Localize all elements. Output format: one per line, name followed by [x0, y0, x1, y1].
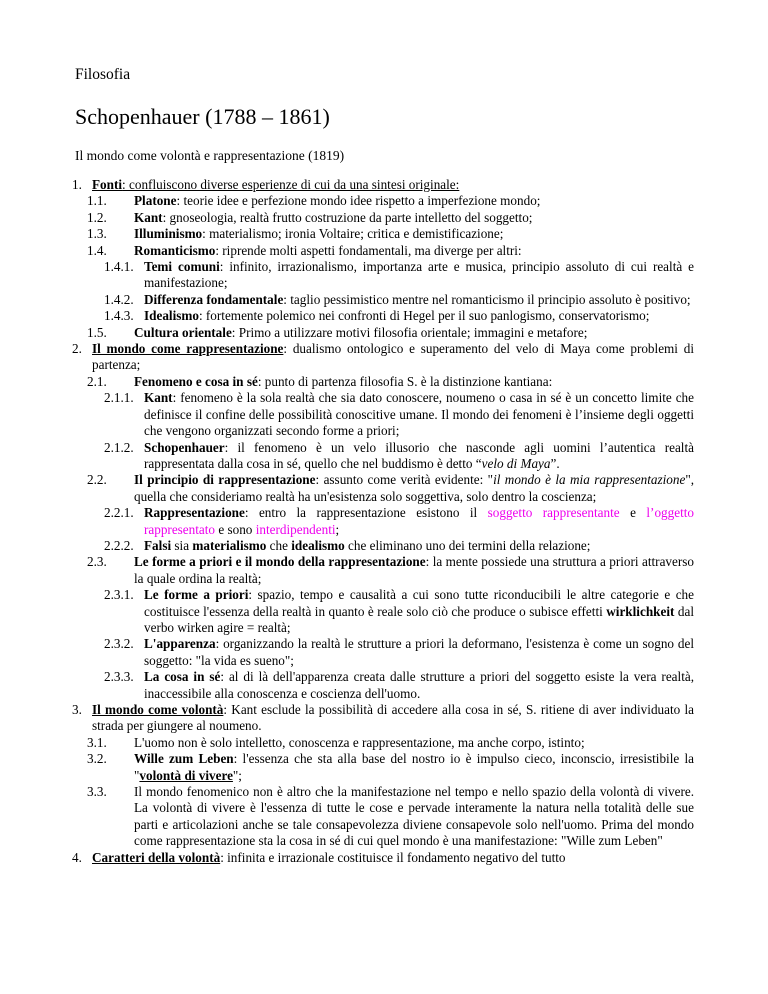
- work-subtitle: Il mondo come volontà e rappresentazione (1819): [75, 148, 345, 163]
- item-number: 1.2.: [87, 209, 107, 225]
- bold-term: Temi comuni: [144, 259, 220, 275]
- item-text: velo di Maya: [481, 455, 551, 471]
- item-text: : al di là dell'apparenza creata dalle strutture a priori del soggetto esiste la vera realtà, inaccessibile alla conoscenza e coscienza dell'uomo.: [144, 669, 695, 701]
- highlighted-text: interdipendenti: [255, 521, 336, 537]
- outline-item-2-3-2: [0, 636, 694, 669]
- outline-item-1-4-1: [0, 259, 694, 292]
- bold-term: L'apparenza: [144, 636, 216, 652]
- highlighted-text: l’oggetto rappresentato: [144, 505, 695, 537]
- item-text: : il fenomeno è un velo illusorio che nasconde agli uomini l’autentica realtà rappresentata dalla cosa in sé, quello che nel buddismo è detto “: [144, 439, 694, 471]
- item-text: : materialismo; ironia Voltaire; critica e demistificazione;: [202, 226, 504, 242]
- outline-item-1-4: [0, 243, 694, 259]
- item-number: 2.3.2.: [104, 636, 134, 652]
- bold-term: Wille zum Leben: [134, 751, 234, 767]
- bold-term: idealismo: [291, 537, 345, 553]
- item-number: 1.4.: [87, 242, 107, 258]
- bold-term: Le forme a priori: [144, 587, 249, 603]
- bold-term: Kant: [134, 209, 163, 225]
- item-text: : la mente possiede una struttura a priori attraverso la quale ordina la realtà;: [134, 554, 694, 586]
- item-text: : gnoseologia, realtà frutto costruzione da parte intelletto del soggetto;: [162, 209, 533, 225]
- item-text: : spazio, tempo e causalità a cui sono tutte riconducibili le altre categorie e che costituisce l'essenza della realtà in quanto è reale solo ciò che produce o subisce effetti: [144, 587, 695, 619]
- bold-term: Romanticismo: [134, 242, 216, 258]
- outline-item-3-3: [0, 784, 694, 850]
- item-text: : punto di partenza filosofia S. è la distinzione kantiana:: [257, 373, 553, 389]
- outline-item-1-2: [0, 210, 694, 226]
- item-number: 3.1.: [87, 734, 107, 750]
- bold-term: La cosa in sé: [144, 669, 221, 685]
- page-title: Schopenhauer (1788 – 1861): [75, 104, 330, 129]
- bold-term: Il principio di rappresentazione: [134, 472, 316, 488]
- item-text: : fortemente polemico nei confronti di Hegel per il suo panlogismo, conservatorismo;: [198, 308, 650, 324]
- item-number: 1.1.: [87, 193, 107, 209]
- outline-item-2-3: [0, 554, 694, 587]
- outline-item-1-3: [0, 226, 694, 242]
- bold-term: Differenza fondamentale: [144, 291, 284, 307]
- item-number: 2.3.: [87, 554, 107, 570]
- item-number: 2.3.1.: [104, 587, 134, 603]
- item-text: : entro la rappresentazione esistono il: [244, 505, 488, 521]
- item-number: 3.3.: [87, 784, 107, 800]
- item-text: e sono: [215, 521, 256, 537]
- item-number: 1.4.3.: [104, 308, 134, 324]
- outline-item-3-2: [0, 751, 694, 784]
- bold-term: Platone: [134, 193, 177, 209]
- subject-heading: Filosofia: [75, 66, 131, 83]
- item-text: : infinita e irrazionale costituisce il fondamento negativo del tutto: [220, 849, 566, 865]
- item-text: il mondo è la mia rappresentazione: [493, 472, 686, 488]
- item-text: sia: [171, 537, 193, 553]
- bold-term: Illuminismo: [134, 226, 203, 242]
- item-text: : l'essenza che sta alla base del nostro io è impulso cieco, inconscio, irresistibile la ": [134, 751, 694, 783]
- bold-term: materialismo: [192, 537, 267, 553]
- bold-term: Kant: [144, 390, 173, 406]
- outline-item-1: [0, 177, 694, 193]
- outline-item-3: [0, 702, 694, 735]
- bold-term: wirklichkeit: [606, 603, 675, 619]
- item-text: : assunto come verità evidente: ": [315, 472, 494, 488]
- bold-term: Rappresentazione: [144, 505, 245, 521]
- outline-item-2-2-2: [0, 538, 694, 554]
- item-text: : infinito, irrazionalismo, importanza arte e musica, principio assoluto di cui realtà e manifestazione;: [144, 259, 694, 291]
- item-text: : riprende molti aspetti fondamentali, ma diverge per altri:: [215, 242, 522, 258]
- outline-item-1-4-2: [0, 292, 694, 308]
- outline-item-2: [0, 341, 694, 374]
- item-number: 2.1.2.: [104, 439, 134, 455]
- item-number: 1.4.2.: [104, 291, 134, 307]
- item-text: ", quella che consideriamo realtà ha un'esistenza solo soggettiva, solo dentro la coscienza;: [134, 472, 694, 504]
- outline-item-1-1: [0, 193, 694, 209]
- item-text: : teorie idee e perfezione mondo idee rispetto a imperfezione mondo;: [176, 193, 541, 209]
- item-text: che: [266, 537, 292, 553]
- item-number: 2.3.3.: [104, 669, 134, 685]
- item-text: : taglio pessimistico mentre nel romanticismo il principio assoluto è positivo;: [283, 291, 691, 307]
- item-text: ”.: [550, 455, 560, 471]
- outline-item-1-5: [0, 325, 694, 341]
- outline-item-2-1-2: [0, 440, 694, 473]
- item-number: 3.2.: [87, 751, 107, 767]
- item-text: e: [619, 505, 647, 521]
- item-number: 2.2.2.: [104, 537, 134, 553]
- bold-term: Le forme a priori e il mondo della rappresentazione: [134, 554, 426, 570]
- outline-item-2-2-1: [0, 505, 694, 538]
- item-text: Il mondo fenomenico non è altro che la manifestazione nel tempo e nello spazio della volontà di vivere. La volontà di vivere è l'essenza di tutte le cose e pervade interamente la natura nella totalità delle sue parti e articolazioni anche se tale consapevolezza diviene consapevole solo nell'uomo. Prima del mondo come rappresentazione sta la cosa in sé di cui quel mondo è una manifestazione: "Wille zum Leben": [134, 784, 694, 849]
- item-text: : Kant esclude la possibilità di accedere alla cosa in sé, S. ritiene di aver individuato la strada per giungere al noumeno.: [92, 702, 694, 734]
- outline-item-2-3-1: [0, 587, 694, 636]
- bold-term: Cultura orientale: [134, 324, 232, 340]
- outline-item-2-1: [0, 374, 694, 390]
- bold-term: Idealismo: [144, 308, 199, 324]
- item-number: 3.: [72, 702, 82, 717]
- item-number: 2.2.1.: [104, 505, 134, 521]
- outline-list: [0, 177, 768, 866]
- item-text: ;: [335, 521, 340, 537]
- item-text: che eliminano uno dei termini della relazione;: [344, 537, 591, 553]
- item-number: 2.: [72, 341, 82, 357]
- outline-item-2-1-1: [0, 390, 694, 439]
- item-text: : Primo a utilizzare motivi filosofia orientale; immagini e metafore;: [231, 324, 588, 340]
- item-number: 1.: [72, 177, 82, 192]
- item-number: 2.1.1.: [104, 390, 134, 406]
- bold-term: volontà di vivere: [139, 767, 233, 783]
- bold-term: Caratteri della volontà: [92, 849, 221, 865]
- outline-item-2-2: [0, 472, 694, 505]
- bold-term: Il mondo come rappresentazione: [92, 341, 284, 357]
- item-text: : dualismo ontologico e superamento del velo di Maya come problemi di partenza;: [92, 341, 694, 373]
- outline-item-2-3-3: [0, 669, 694, 702]
- item-text: : organizzando la realtà le strutture a priori la deformano, l'esistenza è come un sogno del soggetto: "la vida es sueno";: [144, 636, 694, 668]
- highlighted-text: soggetto rappresentante: [487, 505, 620, 521]
- bold-term: Falsi: [144, 537, 172, 553]
- item-number: 1.4.1.: [104, 259, 134, 275]
- item-number: 1.5.: [87, 324, 107, 340]
- bold-term: Schopenhauer: [144, 439, 225, 455]
- bold-term: Fenomeno e cosa in sé: [134, 373, 258, 389]
- item-number: 1.3.: [87, 226, 107, 242]
- item-number: 4.: [72, 849, 82, 865]
- outline-item-4: [0, 850, 694, 866]
- item-text: : confluiscono diverse esperienze di cui da una sintesi originale:: [122, 177, 460, 192]
- item-text: ";: [232, 767, 242, 783]
- bold-term: Fonti: [92, 177, 123, 192]
- item-number: 2.2.: [87, 472, 107, 488]
- item-text: : fenomeno è la sola realtà che sia dato conoscere, noumeno o casa in sé è un concetto limite che definisce il confine delle possibilità conoscitive umane. Il mondo dei fenomeni è l’insieme degli oggetti che vengono organizzati secondo forme a priori;: [144, 390, 694, 439]
- item-text: L'uomo non è solo intelletto, conoscenza e rappresentazione, ma anche corpo, istinto;: [134, 734, 585, 750]
- outline-item-3-1: [0, 735, 694, 751]
- item-number: 2.1.: [87, 373, 107, 389]
- bold-term: Il mondo come volontà: [92, 702, 224, 717]
- item-text: dal verbo wirken agire = realtà;: [144, 603, 694, 635]
- outline-item-1-4-3: [0, 308, 694, 324]
